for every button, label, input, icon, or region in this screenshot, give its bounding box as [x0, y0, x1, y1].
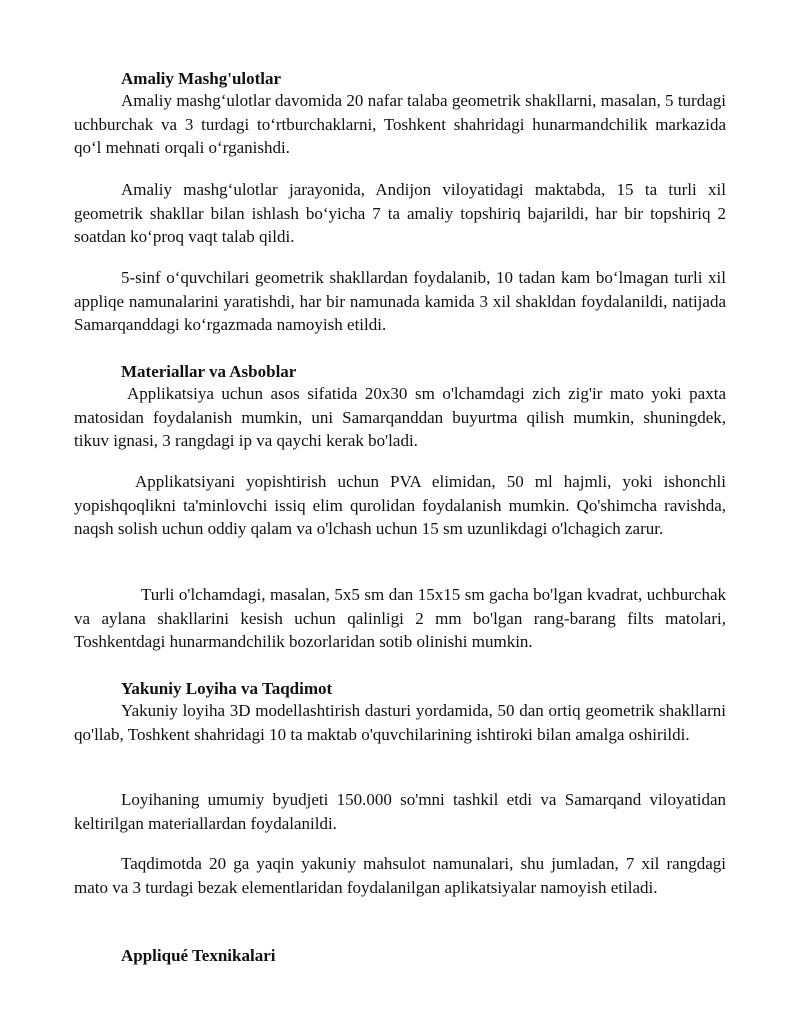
section-heading-applique-texnikalari: Appliqué Texnikalari	[121, 946, 276, 965]
paragraph: Amaliy mashg‘ulotlar jarayonida, Andijon viloyatidagi maktabda, 15 ta turli xil geometrik shakllar bilan ishlash bo‘yicha 7 ta amaliy topshiriq bajarildi, har bir topshiriq 2 soatdan ko‘proq vaqt talab qildi.	[74, 180, 726, 246]
section-heading-amaliy-mashgulotlar: Amaliy Mashg'ulotlar	[121, 69, 282, 88]
paragraph: Amaliy mashg‘ulotlar davomida 20 nafar talaba geometrik shakllarni, masalan, 5 turdagi uchburchak va 3 turdagi to‘rtburchaklarni, Toshkent shahridagi hunarmandchilik markazida qo‘l mehnati orqali o‘rganishdi.	[74, 91, 726, 157]
paragraph: Taqdimotda 20 ga yaqin yakuniy mahsulot namunalari, shu jumladan, 7 xil rangdagi mato va 3 turdagi bezak elementlaridan foydalanilgan aplikatsiyalar namoyish etiladi.	[74, 854, 726, 897]
section-heading-materiallar-va-asboblar: Materiallar va Asboblar	[121, 362, 297, 381]
section-heading-yakuniy-loyiha-va-taqdimot: Yakuniy Loyiha va Taqdimot	[121, 679, 333, 698]
paragraph: Yakuniy loyiha 3D modellashtirish dasturi yordamida, 50 dan ortiq geometrik shakllarni qo'llab, Toshkent shahridagi 10 ta maktab o'quvchilarining ishtiroki bilan amalga oshirildi.	[74, 701, 726, 744]
paragraph: 5-sinf o‘quvchilari geometrik shakllardan foydalanib, 10 tadan kam bo‘lmagan turli xil appliqe namunalarini yaratishdi, har bir namunada kamida 3 xil shakldan foydalanildi, natijada Samarqanddagi ko‘rgazmada namoyish etildi.	[74, 268, 726, 334]
paragraph: Applikatsiyani yopishtirish uchun PVA elimidan, 50 ml hajmli, yoki ishonchli yopishqoqlikni ta'minlovchi issiq elim qurolidan foydalanish mumkin. Qo'shimcha ravishda, naqsh solish uchun oddiy qalam va o'lchash uchun 15 sm uzunlikdagi o'lchagich zarur.	[74, 472, 726, 538]
paragraph: Applikatsiya uchun asos sifatida 20x30 sm o'lchamdagi zich zig'ir mato yoki paxta matosidan foydalanish mumkin, uni Samarqanddan buyurtma qilish mumkin, shuningdek, tikuv ignasi, 3 rangdagi ip va qaychi kerak bo'ladi.	[74, 384, 726, 450]
paragraph: Turli o'lchamdagi, masalan, 5x5 sm dan 15x15 sm gacha bo'lgan kvadrat, uchburchak va aylana shakllarini kesish uchun qalinligi 2 mm bo'lgan rang-barang filts matolari, Toshkentdagi hunarmandchilik bozorlaridan sotib olinishi mumkin.	[74, 585, 726, 651]
paragraph: Loyihaning umumiy byudjeti 150.000 so'mni tashkil etdi va Samarqand viloyatidan keltirilgan materiallardan foydalanildi.	[74, 790, 726, 833]
